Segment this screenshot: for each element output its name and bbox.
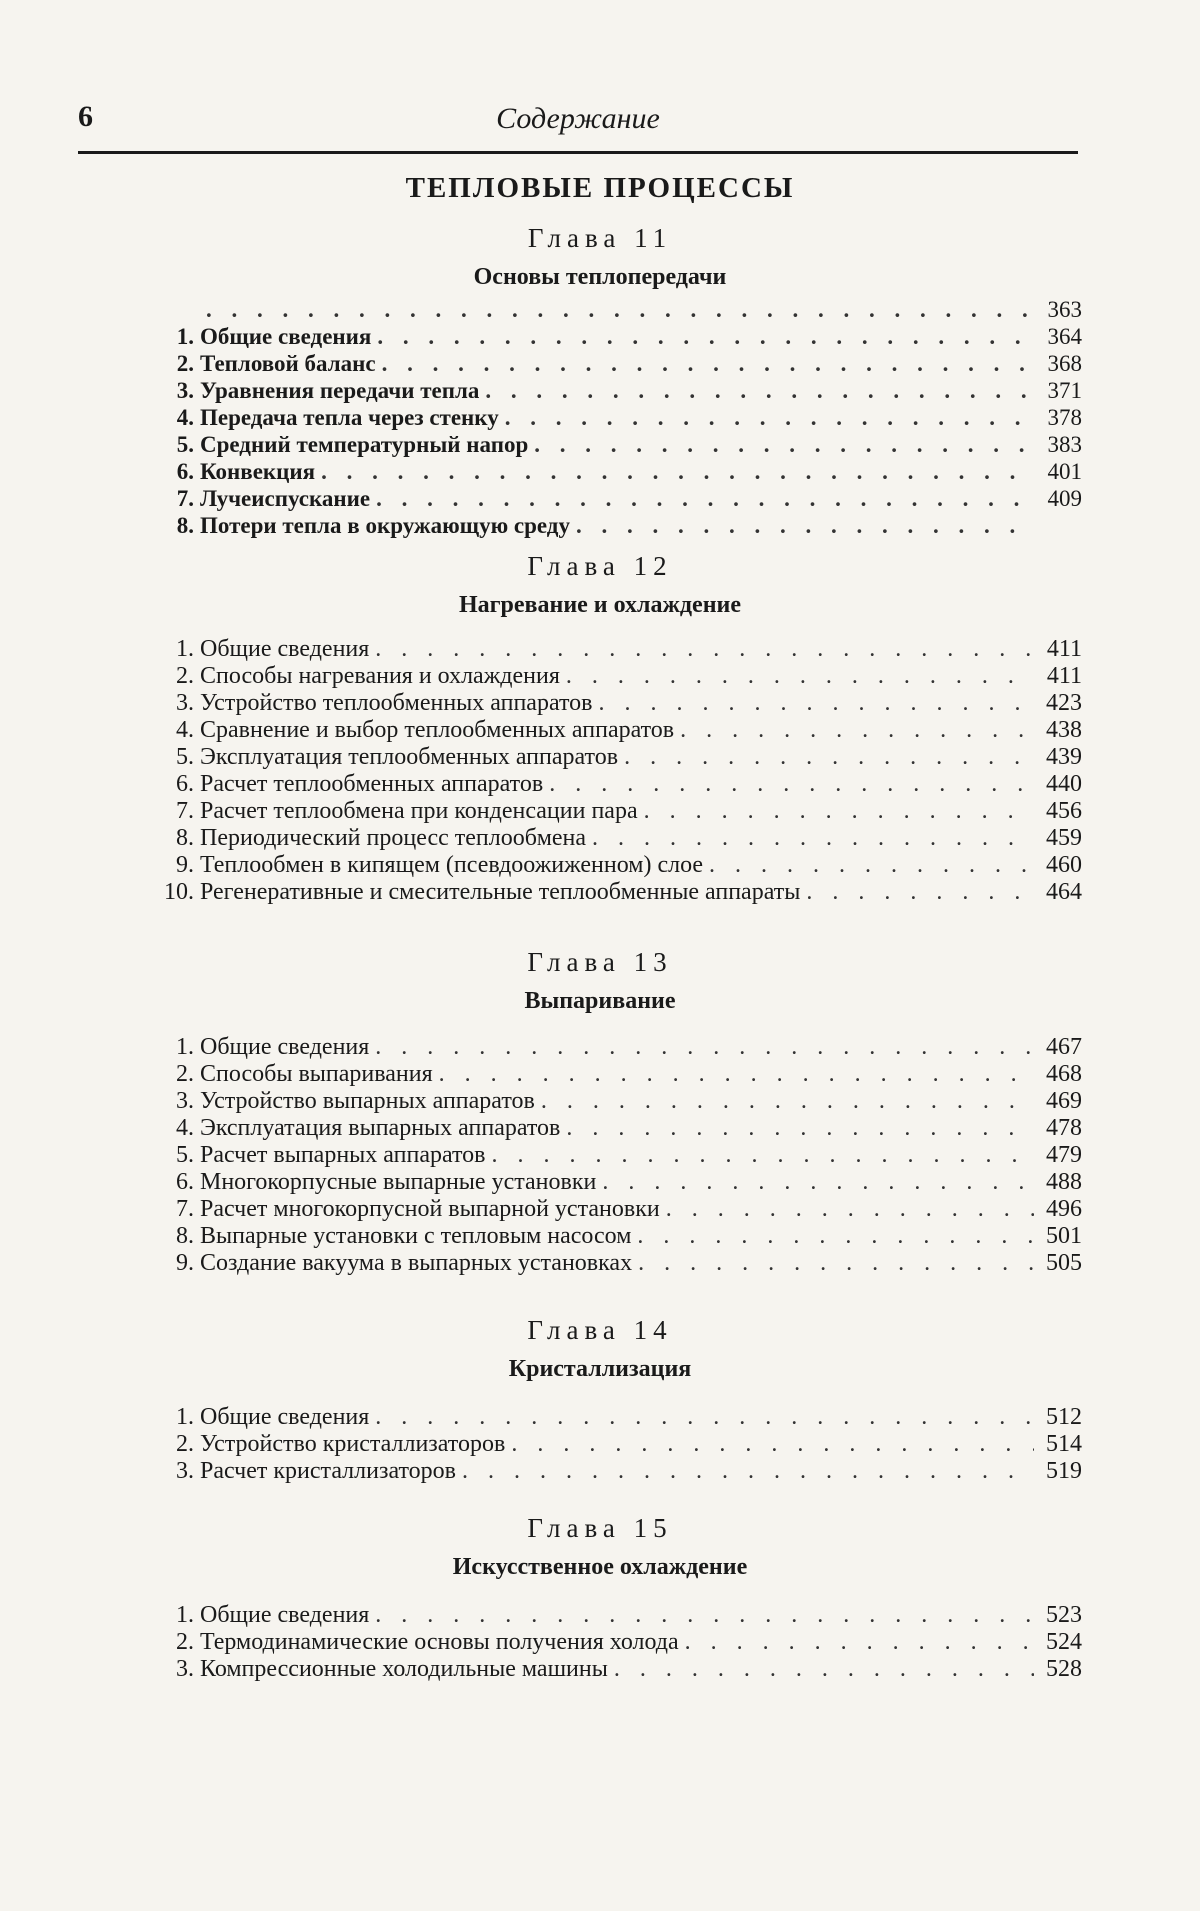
toc-text: Общие сведения bbox=[200, 636, 370, 662]
toc-row[interactable] bbox=[150, 323, 1082, 350]
toc-list bbox=[150, 1034, 1082, 1277]
toc-row[interactable] bbox=[150, 771, 1082, 798]
part-title: ТЕПЛОВЫЕ ПРОЦЕССЫ bbox=[405, 172, 795, 204]
toc-row[interactable] bbox=[150, 717, 1082, 744]
dot-leader bbox=[377, 323, 1034, 350]
toc-num: 1. bbox=[176, 1404, 194, 1430]
dot-leader bbox=[505, 404, 1034, 431]
toc-text: Передача тепла через стенку bbox=[200, 405, 499, 430]
dot-leader bbox=[439, 1061, 1034, 1088]
toc-row[interactable] bbox=[150, 1458, 1082, 1485]
toc-page: 464 bbox=[1046, 879, 1082, 905]
toc-text: Расчет теплообменных аппаратов bbox=[200, 771, 544, 797]
toc-page: 469 bbox=[1046, 1088, 1082, 1114]
toc-page: 467 bbox=[1046, 1034, 1082, 1060]
toc-page: 528 bbox=[1046, 1656, 1082, 1682]
chapter-title: Искусственное охлаждение bbox=[452, 1554, 748, 1580]
dot-leader bbox=[566, 663, 1034, 690]
dot-leader bbox=[576, 512, 1034, 539]
dot-leader bbox=[637, 1223, 1034, 1250]
toc-text: Теплообмен в кипящем (псевдоожиженном) слое bbox=[200, 852, 704, 878]
toc-text: Регенеративные и смесительные теплообменные аппараты bbox=[200, 879, 801, 905]
chapter-label: Глава 14 bbox=[527, 1315, 673, 1345]
toc-num: 5. bbox=[176, 744, 194, 770]
toc-row[interactable] bbox=[150, 1196, 1082, 1223]
dot-leader bbox=[644, 798, 1034, 825]
toc-page: 368 bbox=[1047, 351, 1082, 376]
toc-num: 3. bbox=[176, 1656, 194, 1682]
toc-text: Устройство выпарных аппаратов bbox=[200, 1088, 535, 1114]
running-title: Содержание bbox=[496, 102, 660, 135]
toc-text: Расчет кристаллизаторов bbox=[200, 1458, 456, 1484]
toc-row[interactable] bbox=[150, 798, 1082, 825]
toc-text: Устройство кристаллизаторов bbox=[200, 1431, 506, 1457]
toc-page: 468 bbox=[1046, 1061, 1082, 1087]
dot-leader bbox=[375, 636, 1034, 663]
dot-leader bbox=[541, 1088, 1034, 1115]
dot-leader bbox=[602, 1169, 1034, 1196]
dot-leader bbox=[376, 485, 1034, 512]
toc-row[interactable] bbox=[150, 852, 1082, 879]
toc-text: Общие сведения bbox=[200, 1034, 370, 1060]
toc-num: 1. bbox=[176, 1034, 194, 1060]
toc-page: 401 bbox=[1047, 459, 1082, 484]
toc-text: Общие сведения bbox=[200, 324, 372, 349]
toc-row[interactable] bbox=[150, 1034, 1082, 1061]
dot-leader bbox=[638, 1250, 1034, 1277]
toc-num: 5. bbox=[176, 432, 194, 457]
toc-num: 6. bbox=[176, 771, 194, 797]
toc-text: Общие сведения bbox=[200, 1602, 370, 1628]
toc-text: Конвекция bbox=[200, 459, 316, 484]
toc-page: 505 bbox=[1046, 1250, 1082, 1276]
toc-text: Термодинамические основы получения холода bbox=[200, 1629, 679, 1655]
dot-leader bbox=[709, 852, 1034, 879]
dot-leader bbox=[206, 296, 1034, 323]
toc-num: 2. bbox=[176, 663, 194, 689]
toc-num: 4. bbox=[176, 405, 194, 430]
toc-num: 2. bbox=[176, 351, 194, 376]
toc-num: 6. bbox=[176, 459, 194, 484]
toc-row[interactable] bbox=[150, 1115, 1082, 1142]
toc-text: Компрессионные холодильные машины bbox=[200, 1656, 608, 1682]
toc-row[interactable] bbox=[150, 1250, 1082, 1277]
dot-leader bbox=[566, 1115, 1034, 1142]
toc-page: 496 bbox=[1046, 1196, 1082, 1222]
toc-text: Создание вакуума в выпарных установках bbox=[200, 1250, 633, 1276]
toc-text: Выпарные установки с тепловым насосом bbox=[200, 1223, 632, 1249]
chapter-11 bbox=[0, 218, 1200, 539]
toc-page: 460 bbox=[1046, 852, 1082, 878]
dot-leader bbox=[462, 1458, 1034, 1485]
toc-num: 4. bbox=[176, 717, 194, 743]
dot-leader bbox=[375, 1034, 1034, 1061]
toc-num: 9. bbox=[176, 852, 194, 878]
toc-page: 501 bbox=[1046, 1223, 1082, 1249]
chapter-label: Глава 13 bbox=[527, 947, 673, 977]
toc-row[interactable] bbox=[150, 636, 1082, 663]
toc-text: Способы выпаривания bbox=[200, 1061, 433, 1087]
dot-leader bbox=[534, 431, 1034, 458]
toc-text: Периодический процесс теплообмена bbox=[200, 825, 587, 851]
toc-text: Эксплуатация теплообменных аппаратов bbox=[200, 744, 619, 770]
toc-text: Тепловой баланс bbox=[200, 351, 376, 376]
toc-row[interactable] bbox=[150, 1169, 1082, 1196]
toc-row[interactable] bbox=[150, 404, 1082, 431]
toc-row[interactable] bbox=[150, 1629, 1082, 1656]
dot-leader bbox=[375, 1602, 1034, 1629]
toc-text: Устройство теплообменных аппаратов bbox=[200, 690, 593, 716]
toc-num: 7. bbox=[176, 798, 194, 824]
toc-row-intro[interactable] bbox=[150, 296, 1082, 323]
toc-row[interactable] bbox=[150, 1431, 1082, 1458]
toc-num: 3. bbox=[176, 1458, 194, 1484]
toc-row[interactable] bbox=[150, 690, 1082, 717]
toc-list bbox=[150, 1602, 1082, 1683]
toc-row[interactable] bbox=[150, 512, 1082, 539]
toc-row[interactable] bbox=[150, 1142, 1082, 1169]
chapter-label: Глава 12 bbox=[527, 551, 673, 581]
toc-text: Потери тепла в окружающую среду bbox=[200, 513, 570, 538]
dot-leader bbox=[592, 825, 1034, 852]
toc-num: 8. bbox=[176, 513, 194, 538]
dot-leader bbox=[624, 744, 1034, 771]
toc-page: 423 bbox=[1046, 690, 1082, 716]
toc-page: 411 bbox=[1046, 636, 1082, 662]
toc-row[interactable] bbox=[150, 1088, 1082, 1115]
toc-page: 514 bbox=[1046, 1431, 1082, 1457]
toc-text: Уравнения передачи тепла bbox=[200, 378, 480, 403]
toc-row[interactable] bbox=[150, 458, 1082, 485]
dot-leader bbox=[382, 350, 1034, 377]
dot-leader bbox=[685, 1629, 1034, 1656]
toc-page: 524 bbox=[1046, 1629, 1082, 1655]
toc-page: 383 bbox=[1047, 432, 1082, 457]
toc-list bbox=[150, 636, 1082, 906]
header-rule bbox=[78, 151, 1078, 154]
toc-num: 1. bbox=[176, 636, 194, 662]
chapter-title: Кристаллизация bbox=[508, 1356, 692, 1382]
dot-leader bbox=[806, 879, 1034, 906]
chapter-15 bbox=[0, 1508, 1200, 1683]
page-header bbox=[78, 100, 1078, 156]
dot-leader bbox=[599, 690, 1035, 717]
toc-page: 479 bbox=[1046, 1142, 1082, 1168]
toc-text: Средний температурный напор bbox=[200, 432, 529, 457]
toc-row[interactable] bbox=[150, 879, 1082, 906]
toc-num: 1. bbox=[176, 1602, 194, 1628]
dot-leader bbox=[680, 717, 1034, 744]
toc-page: 488 bbox=[1046, 1169, 1082, 1195]
chapter-label: Глава 15 bbox=[527, 1513, 673, 1543]
toc-page: 459 bbox=[1046, 825, 1082, 851]
toc-page: 478 bbox=[1046, 1115, 1082, 1141]
dot-leader bbox=[614, 1656, 1034, 1683]
toc-text: Многокорпусные выпарные установки bbox=[200, 1169, 597, 1195]
toc-text: Сравнение и выбор теплообменных аппаратов bbox=[200, 717, 675, 743]
page-number: 6 bbox=[78, 100, 93, 133]
toc-row[interactable] bbox=[150, 744, 1082, 771]
toc-row[interactable] bbox=[150, 1656, 1082, 1683]
toc-row[interactable] bbox=[150, 1061, 1082, 1088]
toc-num: 2. bbox=[176, 1431, 194, 1457]
toc-row[interactable] bbox=[150, 663, 1082, 690]
toc-num: 4. bbox=[176, 1115, 194, 1141]
toc-list bbox=[150, 1404, 1082, 1485]
toc-num: 3. bbox=[176, 1088, 194, 1114]
toc-num: 2. bbox=[176, 1061, 194, 1087]
chapter-label: Глава 11 bbox=[527, 223, 673, 253]
toc-page: 439 bbox=[1046, 744, 1082, 770]
toc-num: 1. bbox=[176, 324, 194, 349]
dot-leader bbox=[321, 458, 1034, 485]
toc-page: 440 bbox=[1046, 771, 1082, 797]
toc-num: 10. bbox=[164, 879, 194, 905]
toc-text: Способы нагревания и охлаждения bbox=[200, 663, 560, 689]
toc-num: 8. bbox=[176, 825, 194, 851]
toc-page: 438 bbox=[1046, 717, 1082, 743]
toc-list bbox=[150, 296, 1082, 539]
toc-num: 5. bbox=[176, 1142, 194, 1168]
toc-page: 519 bbox=[1046, 1458, 1082, 1484]
toc-row[interactable] bbox=[150, 485, 1082, 512]
toc-text: Расчет многокорпусной выпарной установки bbox=[200, 1196, 660, 1222]
toc-row[interactable] bbox=[150, 377, 1082, 404]
toc-text: Эксплуатация выпарных аппаратов bbox=[200, 1115, 561, 1141]
chapter-14 bbox=[0, 1310, 1200, 1485]
toc-num: 8. bbox=[176, 1223, 194, 1249]
toc-row[interactable] bbox=[150, 350, 1082, 377]
chapter-12 bbox=[0, 546, 1200, 906]
dot-leader bbox=[511, 1431, 1034, 1458]
toc-text: Расчет теплообмена при конденсации пара bbox=[200, 798, 638, 824]
toc-row[interactable] bbox=[150, 431, 1082, 458]
toc-text: Лучеиспускание bbox=[200, 486, 371, 511]
toc-page: 523 bbox=[1046, 1602, 1082, 1628]
toc-row[interactable] bbox=[150, 1602, 1082, 1629]
dot-leader bbox=[666, 1196, 1034, 1223]
toc-text: Общие сведения bbox=[200, 1404, 370, 1430]
toc-page: 378 bbox=[1047, 405, 1082, 430]
toc-num: 9. bbox=[176, 1250, 194, 1276]
toc-text: Расчет выпарных аппаратов bbox=[200, 1142, 486, 1168]
dot-leader bbox=[492, 1142, 1034, 1169]
chapter-13 bbox=[0, 942, 1200, 1277]
toc-page: 409 bbox=[1047, 486, 1082, 511]
toc-row[interactable] bbox=[150, 1404, 1082, 1431]
chapter-title: Выпаривание bbox=[524, 988, 676, 1014]
dot-leader bbox=[485, 377, 1034, 404]
toc-num: 6. bbox=[176, 1169, 194, 1195]
toc-page: 364 bbox=[1047, 324, 1082, 349]
toc-row[interactable] bbox=[150, 1223, 1082, 1250]
toc-page: 456 bbox=[1046, 798, 1082, 824]
toc-num: 7. bbox=[176, 486, 194, 511]
dot-leader bbox=[549, 771, 1034, 798]
toc-page: 363 bbox=[1047, 297, 1082, 322]
toc-num: 7. bbox=[176, 1196, 194, 1222]
toc-page: 512 bbox=[1046, 1404, 1082, 1430]
toc-row[interactable] bbox=[150, 825, 1082, 852]
toc-page: 411 bbox=[1046, 663, 1082, 689]
dot-leader bbox=[375, 1404, 1034, 1431]
toc-num: 3. bbox=[176, 378, 194, 403]
toc-num: 2. bbox=[176, 1629, 194, 1655]
toc-page: 371 bbox=[1047, 378, 1082, 403]
chapter-title: Нагревание и охлаждение bbox=[458, 592, 742, 618]
chapter-title: Основы теплопередачи bbox=[473, 264, 727, 290]
toc-num: 3. bbox=[176, 690, 194, 716]
